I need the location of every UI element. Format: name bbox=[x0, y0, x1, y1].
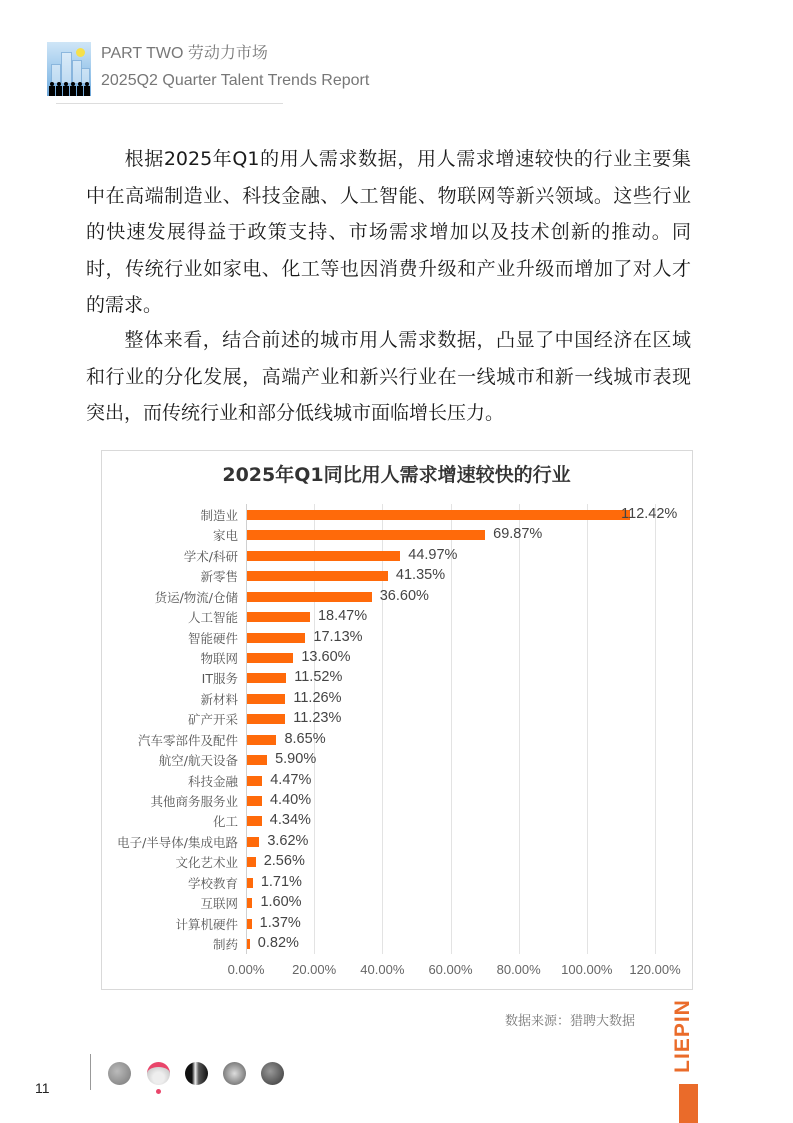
category-label: 汽车零部件及配件 bbox=[137, 732, 238, 748]
category-label: 其他商务服务业 bbox=[150, 794, 238, 810]
bar bbox=[247, 898, 252, 908]
value-label: 18.47% bbox=[317, 608, 368, 625]
category-label: 制造业 bbox=[200, 508, 238, 523]
bar bbox=[247, 530, 485, 540]
x-tick-label: 100.00% bbox=[561, 962, 613, 977]
category-label: 人工智能 bbox=[187, 610, 238, 626]
category-label: 计算机硬件 bbox=[175, 916, 238, 932]
section-thumbnail-5[interactable] bbox=[261, 1062, 284, 1085]
category-label: 学校教育 bbox=[187, 875, 238, 891]
value-label: 11.23% bbox=[293, 710, 342, 727]
x-tick-label: 120.00% bbox=[629, 962, 681, 977]
value-label: 4.40% bbox=[269, 792, 312, 809]
category-label: 互联网 bbox=[200, 896, 238, 912]
category-label: 科技金融 bbox=[187, 773, 238, 789]
category-label: 家电 bbox=[212, 528, 238, 544]
x-tick-label: 60.00% bbox=[428, 962, 473, 977]
category-label: 货运/物流/仓储 bbox=[154, 589, 238, 605]
category-label: 新材料 bbox=[200, 691, 238, 707]
bar bbox=[247, 694, 285, 704]
value-label: 41.35% bbox=[395, 567, 446, 584]
value-label: 3.62% bbox=[267, 832, 309, 849]
category-label: IT服务 bbox=[201, 671, 238, 687]
x-tick-label: 80.00% bbox=[496, 962, 541, 977]
bar bbox=[247, 837, 259, 847]
bar bbox=[247, 735, 276, 745]
category-label: 航空/航天设备 bbox=[158, 753, 238, 769]
bar bbox=[247, 673, 286, 683]
value-label: 4.34% bbox=[269, 812, 311, 829]
category-label: 学术/科研 bbox=[183, 548, 238, 564]
value-label: 2.56% bbox=[263, 853, 305, 870]
x-tick-label: 20.00% bbox=[292, 962, 337, 977]
active-page-indicator bbox=[156, 1089, 161, 1094]
bar bbox=[247, 939, 250, 949]
liepin-brand-logo bbox=[668, 996, 698, 1076]
bar bbox=[247, 653, 293, 663]
bar bbox=[247, 796, 262, 806]
data-source-note: 数据来源：猎聘大数据 bbox=[505, 1014, 636, 1029]
value-label: 8.65% bbox=[284, 730, 326, 747]
section-thumbnail-2[interactable] bbox=[147, 1062, 170, 1085]
paragraph-2-text: 整体来看，结合前述的城市用人需求数据，凸显了中国经济在区域和行业的分化发展，高端产业和新兴行业在一线城市和新一线城市表现突出，而传统行业和部分低线城市面临增长压力。 bbox=[86, 329, 691, 424]
value-label: 11.26% bbox=[293, 689, 342, 706]
section-thumbnail-4[interactable] bbox=[223, 1062, 246, 1085]
section-title: PART TWO 劳动力市场 bbox=[101, 45, 268, 62]
x-tick-label: 0.00% bbox=[227, 962, 265, 977]
bar bbox=[247, 571, 388, 581]
paragraph-1-text: 根据2025年Q1的用人需求数据，用人需求增速较快的行业主要集中在高端制造业、科技金融、人工智能、物联网等新兴领域。这些行业的快速发展得益于政策支持、市场需求增加以及技术创新的推动。同时，传统行业如家电、化工等也因消费升级和产业升级而增加了对人才的需求。 bbox=[86, 148, 691, 316]
gridline bbox=[587, 504, 588, 954]
value-label: 1.71% bbox=[260, 873, 302, 890]
value-label: 17.13% bbox=[313, 628, 363, 645]
value-label: 1.37% bbox=[259, 914, 301, 931]
bar bbox=[247, 510, 630, 520]
chart-title: 2025年Q1同比用人需求增速较快的行业 bbox=[222, 464, 571, 486]
value-label: 4.47% bbox=[270, 771, 312, 788]
brand-accent-bar bbox=[679, 1084, 698, 1123]
bar bbox=[247, 878, 253, 888]
bar bbox=[247, 551, 400, 561]
gridline bbox=[519, 504, 520, 954]
value-label: 13.60% bbox=[301, 649, 351, 665]
report-title: 2025Q2 Quarter Talent Trends Report bbox=[101, 72, 370, 89]
value-label: 69.87% bbox=[493, 526, 543, 543]
bar bbox=[247, 857, 256, 867]
page-number: 11 bbox=[35, 1080, 50, 1096]
value-label: 5.90% bbox=[275, 751, 317, 768]
category-label: 新零售 bbox=[200, 569, 238, 585]
brand-text: LIEPIN bbox=[671, 999, 694, 1073]
section-thumbnail-1[interactable] bbox=[108, 1062, 131, 1085]
category-label: 智能硬件 bbox=[187, 630, 238, 646]
gridline bbox=[451, 504, 452, 954]
paragraph-1 bbox=[86, 141, 691, 324]
value-label: 0.82% bbox=[257, 935, 299, 952]
category-label: 电子/半导体/集成电路 bbox=[117, 834, 238, 850]
building-shape bbox=[61, 52, 72, 84]
category-label: 化工 bbox=[212, 814, 238, 830]
value-label: 11.52% bbox=[294, 669, 343, 686]
footer-divider bbox=[90, 1054, 91, 1090]
bar bbox=[247, 755, 267, 765]
header-divider bbox=[56, 103, 283, 104]
value-label: 44.97% bbox=[408, 546, 458, 563]
bar bbox=[247, 592, 372, 602]
bar bbox=[247, 714, 285, 724]
category-label: 矿产开采 bbox=[187, 712, 238, 728]
building-shape bbox=[51, 64, 61, 84]
x-tick-label: 40.00% bbox=[360, 962, 405, 977]
bar bbox=[247, 919, 252, 929]
value-label: 1.60% bbox=[260, 894, 302, 911]
gridline bbox=[655, 504, 656, 954]
category-label: 物联网 bbox=[200, 651, 238, 666]
bar bbox=[247, 776, 262, 786]
report-logo-icon bbox=[47, 42, 91, 96]
people-silhouettes-icon bbox=[49, 82, 89, 96]
category-label: 文化艺术业 bbox=[175, 855, 238, 871]
bar bbox=[247, 816, 262, 826]
paragraph-2 bbox=[86, 322, 691, 432]
bar bbox=[247, 633, 305, 643]
category-label: 制药 bbox=[212, 937, 238, 953]
value-label: 36.60% bbox=[379, 587, 429, 604]
section-thumbnail-3[interactable] bbox=[185, 1062, 208, 1085]
sun-icon bbox=[76, 48, 85, 57]
value-label: 112.42% bbox=[621, 506, 678, 522]
bar bbox=[247, 612, 310, 622]
